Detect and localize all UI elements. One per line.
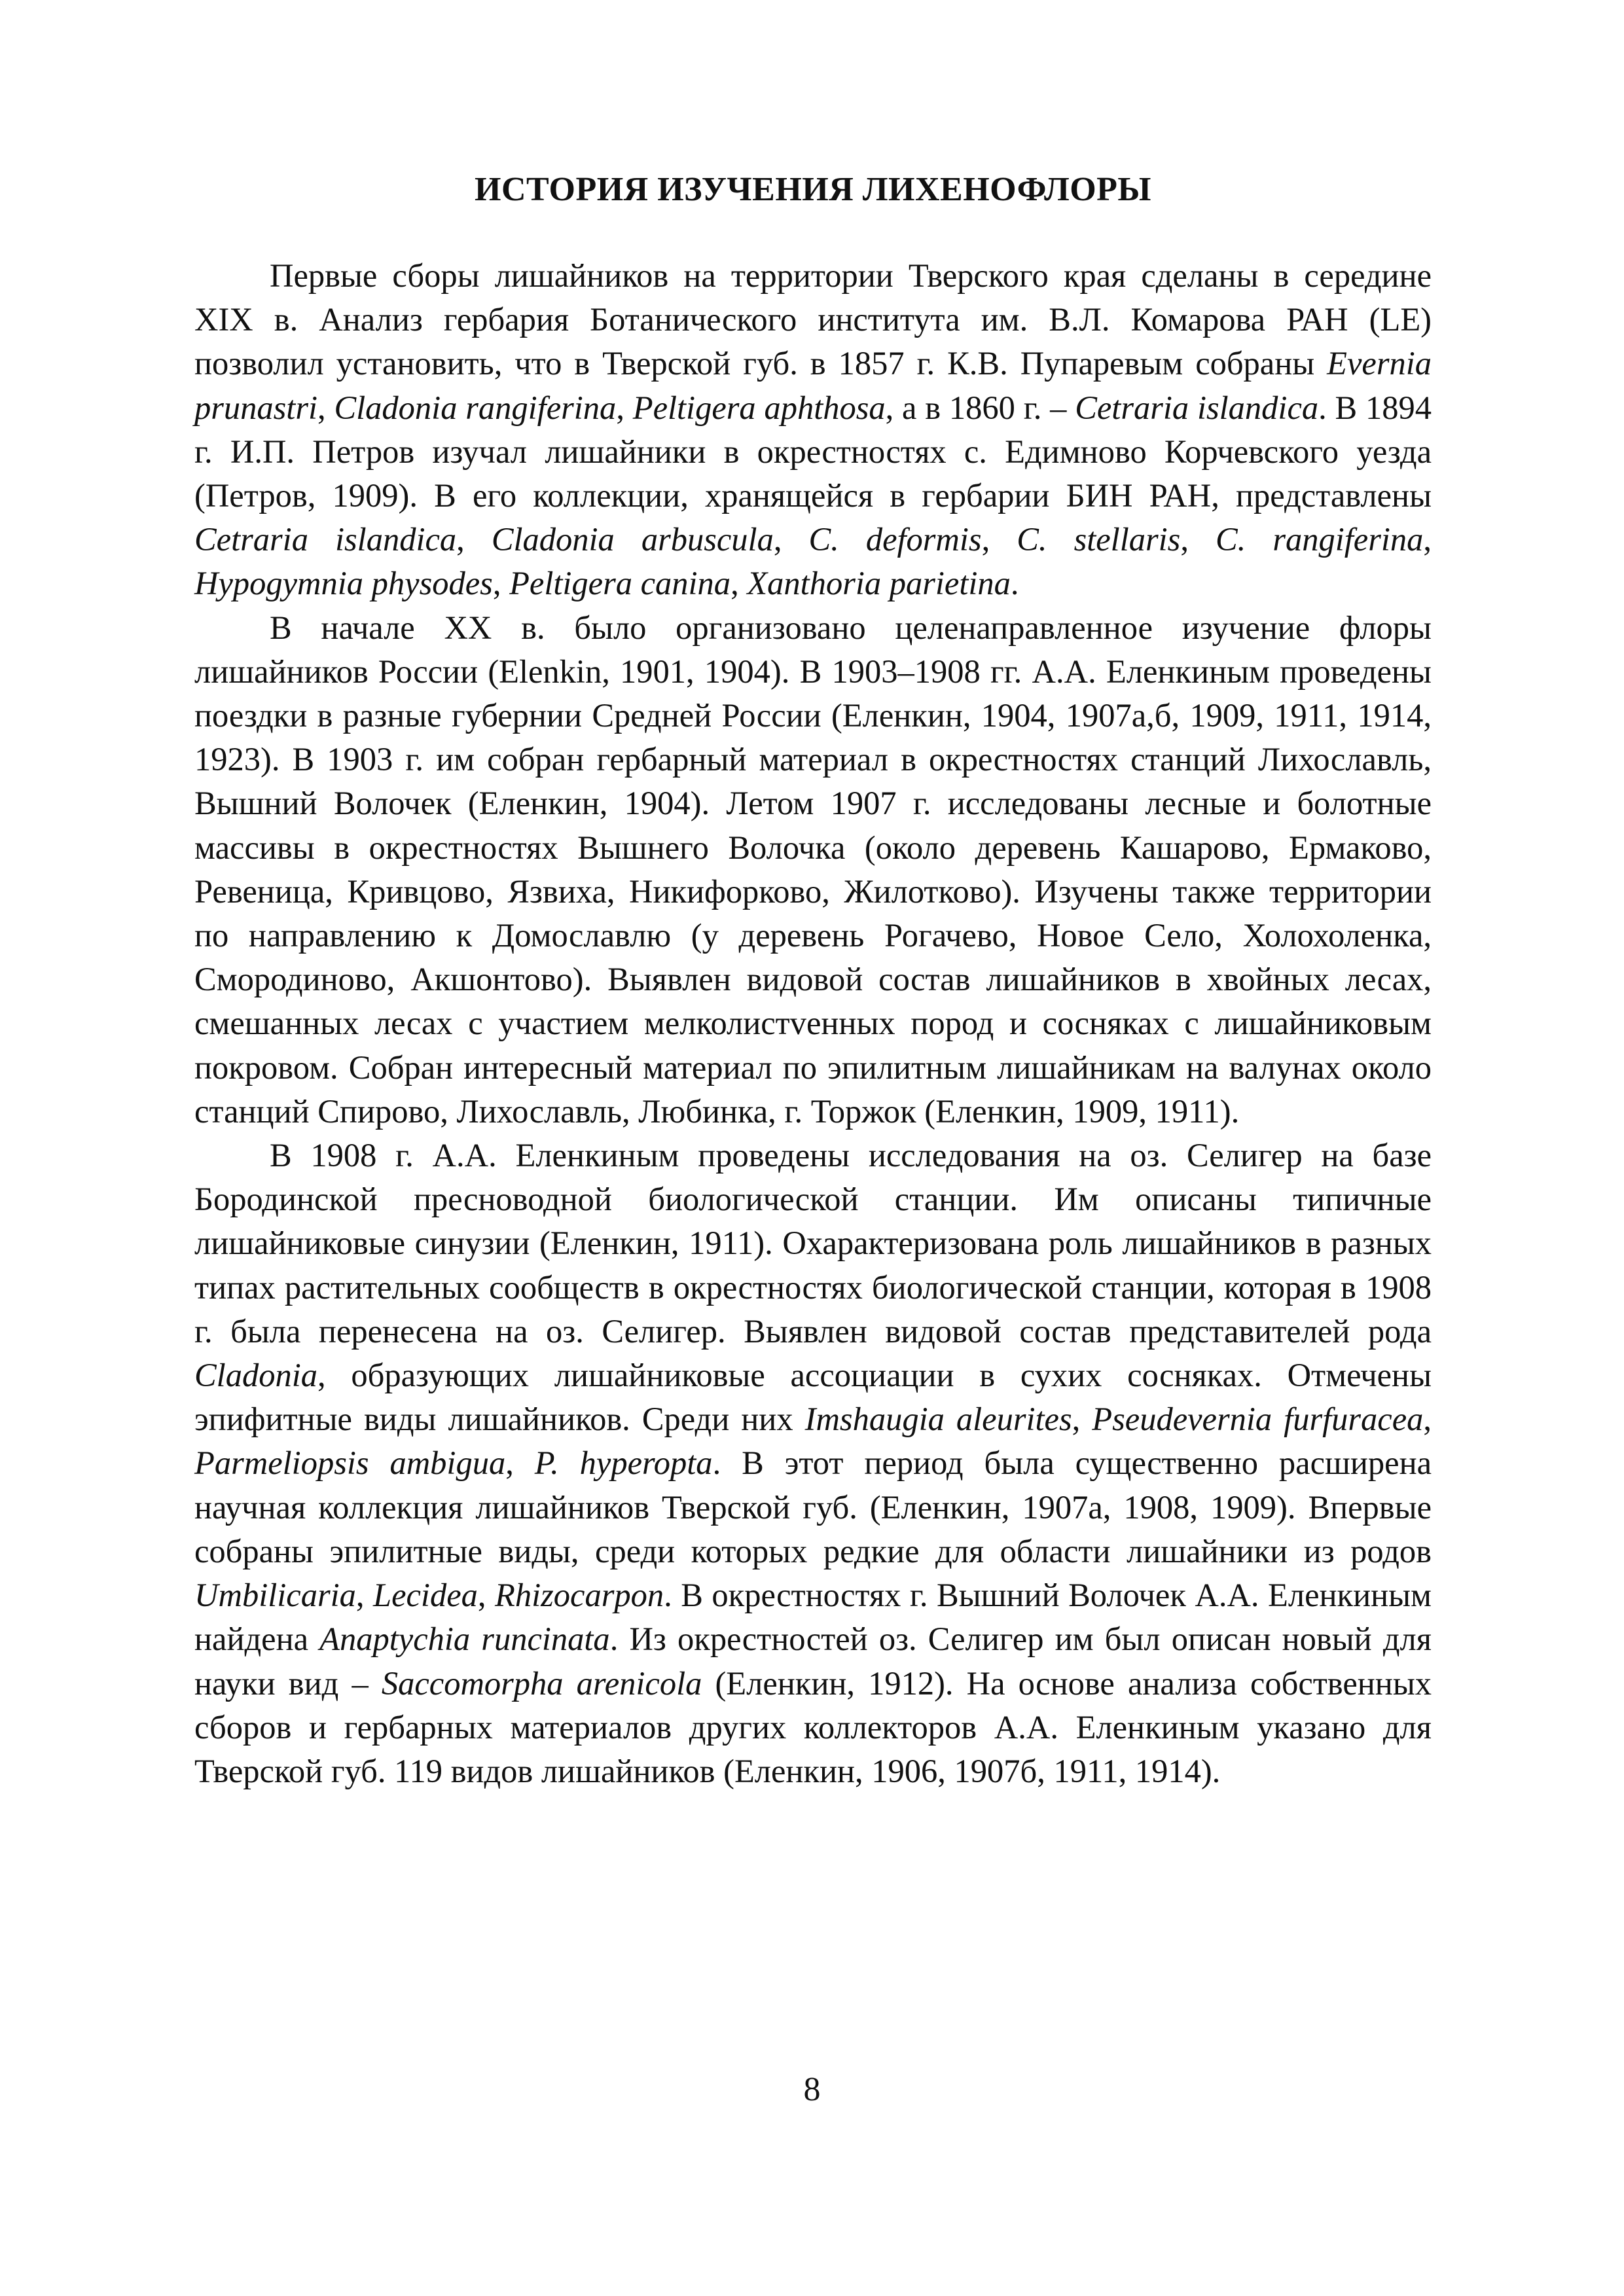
species-name: Cetraria islandica bbox=[194, 521, 457, 558]
text-run: , bbox=[505, 1444, 535, 1482]
species-name: Saccomorpha arenicola bbox=[381, 1664, 702, 1702]
text-run: , bbox=[492, 565, 510, 602]
species-name: C. rangiferina bbox=[1216, 521, 1424, 558]
text-run: , образующих лишайниковые ассоциации в сухих сосняках. Отмечены эпифитные виды лишайников. Среди них bbox=[194, 1357, 1432, 1438]
species-name: Peltigera aphthosa bbox=[632, 389, 886, 426]
page-number: 8 bbox=[803, 2071, 821, 2108]
text-run: , bbox=[1180, 521, 1216, 558]
text-run: , bbox=[477, 1577, 495, 1614]
text-run: , bbox=[616, 389, 633, 426]
species-name: Umbilicaria bbox=[194, 1577, 356, 1614]
page-body bbox=[194, 170, 1432, 1793]
species-name: Peltigera canina bbox=[509, 565, 731, 602]
text-run: Первые сборы лишайников на территории Тверского края сделаны в середине XIX в. Анализ гербария Ботанического института им. В.Л. Комарова РАН (LE) позволил установить, что в Тверской губ. в 1857 г. К.В. Пупаревым собраны bbox=[194, 257, 1432, 382]
species-name: Parmeliopsis ambigua bbox=[194, 1444, 506, 1482]
species-name: Cetraria islandica bbox=[1075, 389, 1319, 426]
paragraph bbox=[194, 1134, 1432, 1793]
paragraph bbox=[194, 254, 1432, 606]
species-name: Rhizocarpon bbox=[495, 1577, 664, 1614]
text-run: В начале XX в. было организовано целенаправленное изучение флоры лишайников России (Elenkin, 1901, 1904). В 1903–1908 гг. А.А. Еленкиным проведены поездки в разные губернии Средней России (Еленкин, 1904, 1907а,б, 1909, 1911, 1914, 1923). В 1903 г. им собран гербарный материал в окрестностях станций Лихославль, Вышний Волочек (Еленкин, 1904). Летом 1907 г. исследованы лесные и болотные массивы в окрестностях Вышнего Волочка (около деревень Кашарово, Ермаково, Ревеница, Кривцово, Язвиха, Никифорково, Жилотково). Изучены также территории по направлению к Домославлю (у деревень Рогачево, Новое Село, Холохоленка, Смородиново, Акшонтово). Выявлен видовой состав лишайников в хвойных лесах, смешанных лесах с участием мелколистvенных пород и сосняках с лишайниковым покровом. Собран интересный материал по эпилитным лишайникам на валунах около станций Спирово, Лихославль, Любинка, г. Торжок (Еленкин, 1909, 1911). bbox=[194, 609, 1432, 1130]
species-name: C. deformis bbox=[808, 521, 982, 558]
species-name: Imshaugia aleurites bbox=[804, 1401, 1072, 1438]
species-name: Evernia prunastri bbox=[194, 345, 1432, 426]
text-run: . В окрестностях г. Вышний Волочек А.А. Еленкиным найдена bbox=[194, 1577, 1432, 1658]
text-run: , bbox=[355, 1577, 374, 1614]
text-run: , а в 1860 г. – bbox=[885, 389, 1075, 426]
species-name: C. stellaris bbox=[1017, 521, 1181, 558]
species-name: Hypogymnia physodes bbox=[194, 565, 493, 602]
text-run: . bbox=[1010, 565, 1019, 602]
species-name: Pseudevernia furfuracea bbox=[1092, 1401, 1424, 1438]
species-name: Anaptychia runcinata bbox=[319, 1621, 610, 1658]
paragraph bbox=[194, 606, 1432, 1134]
text-run: (Еленкин, 1912). На основе анализа собственных сборов и гербарных материалов других коллекторов А.А. Еленкиным указано для Тверской губ. 119 видов лишайников (Еленкин, 1906, 1907б, 1911, 1914). bbox=[194, 1664, 1432, 1789]
text-run: В 1908 г. А.А. Еленкиным проведены исследования на оз. Селигер на базе Бородинской пресноводной биологической станции. Им описаны типичные лишайниковые синузии (Еленкин, 1911). Охарактеризована роль лишайников в разных типах растительных сообществ в окрестностях биологической станции, которая в 1908 г. была перенесена на оз. Селигер. Выявлен видовой состав представителей рода bbox=[194, 1137, 1432, 1350]
text-run: , bbox=[1423, 1401, 1432, 1438]
text-run: . В этот период была существенно расширена научная коллекция лишайников Тверской губ. (Еленкин, 1907а, 1908, 1909). Впервые собраны эпилитные виды, среди которых редкие для области лишайники из родов bbox=[194, 1444, 1432, 1570]
text-body bbox=[194, 254, 1432, 1793]
text-run: , bbox=[1072, 1401, 1092, 1438]
species-name: Cladonia arbuscula bbox=[491, 521, 774, 558]
species-name: Cladonia rangiferina bbox=[334, 389, 617, 426]
text-run: , bbox=[773, 521, 809, 558]
text-run: , bbox=[981, 521, 1017, 558]
text-run: , bbox=[1423, 521, 1432, 558]
page-title: ИСТОРИЯ ИЗУЧЕНИЯ ЛИХЕНОФЛОРЫ bbox=[475, 171, 1151, 208]
text-run: . В 1894 г. И.П. Петров изучал лишайники в окрестностях с. Едимново Корчевского уезда (Петров, 1909). В его коллекции, хранящейся в гербарии БИН РАН, представлены bbox=[194, 389, 1432, 514]
text-run: , bbox=[317, 389, 334, 426]
text-run: , bbox=[456, 521, 492, 558]
text-run: , bbox=[731, 565, 748, 602]
species-name: Xanthoria parietina bbox=[747, 565, 1011, 602]
text-run: . Из окрестностей оз. Селигер им был описан новый для науки вид – bbox=[194, 1621, 1432, 1702]
species-name: Cladonia bbox=[194, 1357, 317, 1394]
species-name: P. hyperopta bbox=[534, 1444, 713, 1482]
species-name: Lecidea bbox=[373, 1577, 478, 1614]
